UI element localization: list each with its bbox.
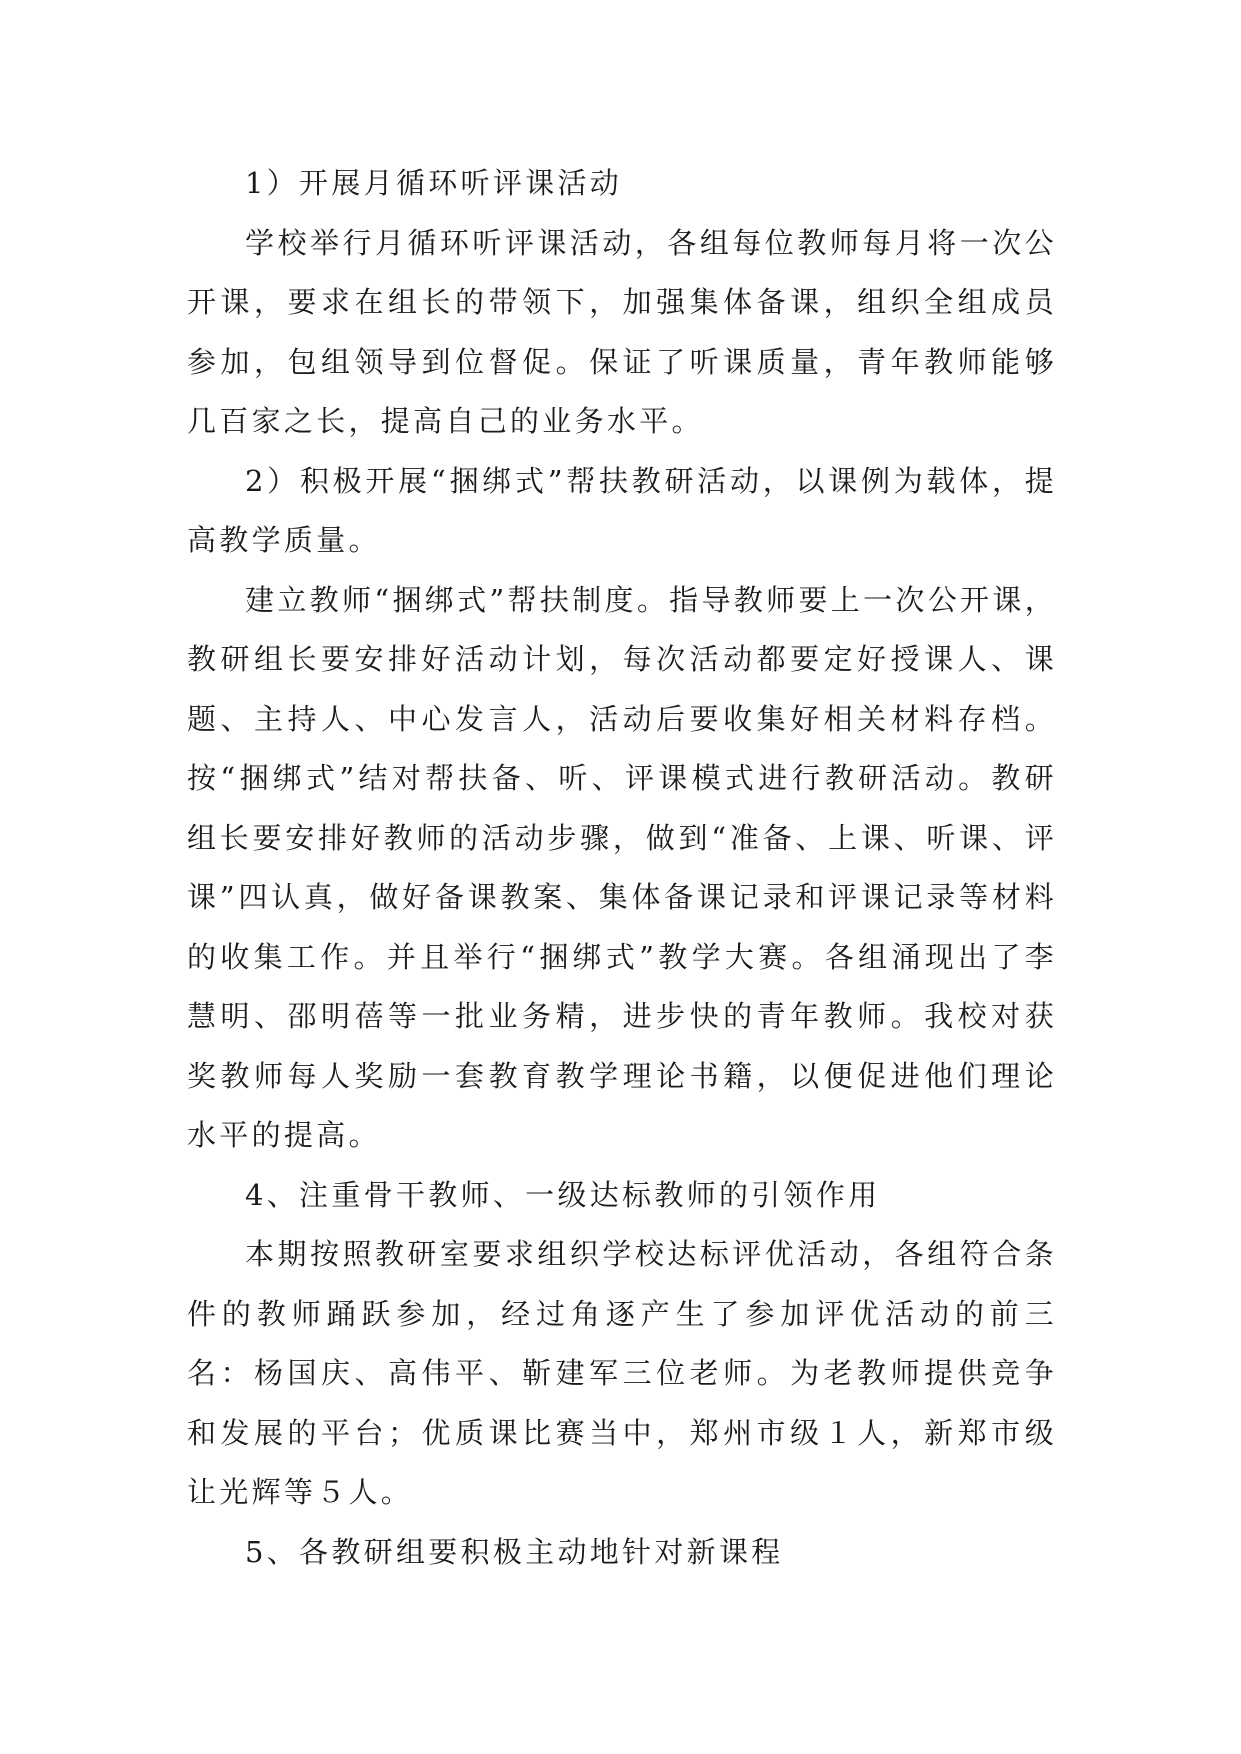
document-body (187, 154, 1057, 1582)
heading-key-teachers: 4、注重骨干教师、一级达标教师的引领作用 (245, 1177, 881, 1212)
heading-monthly-lesson-review: 1）开展月循环听评课活动 (245, 166, 623, 200)
heading-new-curriculum: 5、各教研组要积极主动地针对新课程 (245, 1534, 784, 1569)
heading-bundled-support: 2）积极开展“捆绑式”帮扶教研活动，以课例为载体，提高教学质量。 (187, 463, 1057, 557)
paragraph-monthly-lesson-review: 学校举行月循环听评课活动，各组每位教师每月将一次公开课，要求在组长的带领下，加强集体备课，组织全组成员参加，包组领导到位督促。保证了听课质量，青年教师能够几百家之长，提高自己的业务水平。 (187, 225, 1057, 438)
paragraph-bundled-support: 建立教师“捆绑式”帮扶制度。指导教师要上一次公开课，教研组长要安排好活动计划，每次活动都要定好授课人、课题、主持人、中心发言人，活动后要收集好相关材料存档。按“捆绑式”结对帮扶备、听、评课模式进行教研活动。教研组长要安排好教师的活动步骤，做到“准备、上课、听课、评课”四认真，做好备课教案、集体备课记录和评课记录等材料的收集工作。并且举行“捆绑式”教学大赛。各组涌现出了李慧明、邵明蓓等一批业务精，进步快的青年教师。我校对获奖教师每人奖励一套教育教学理论书籍，以便促进他们理论水平的提高。 (187, 582, 1057, 1152)
paragraph-key-teachers: 本期按照教研室要求组织学校达标评优活动，各组符合条件的教师踊跃参加，经过角逐产生了参加评优活动的前三名：杨国庆、高伟平、靳建军三位老师。为老教师提供竞争和发展的平台；优质课比赛当中，郑州市级１人，新郑市级让光辉等５人。 (187, 1237, 1057, 1509)
